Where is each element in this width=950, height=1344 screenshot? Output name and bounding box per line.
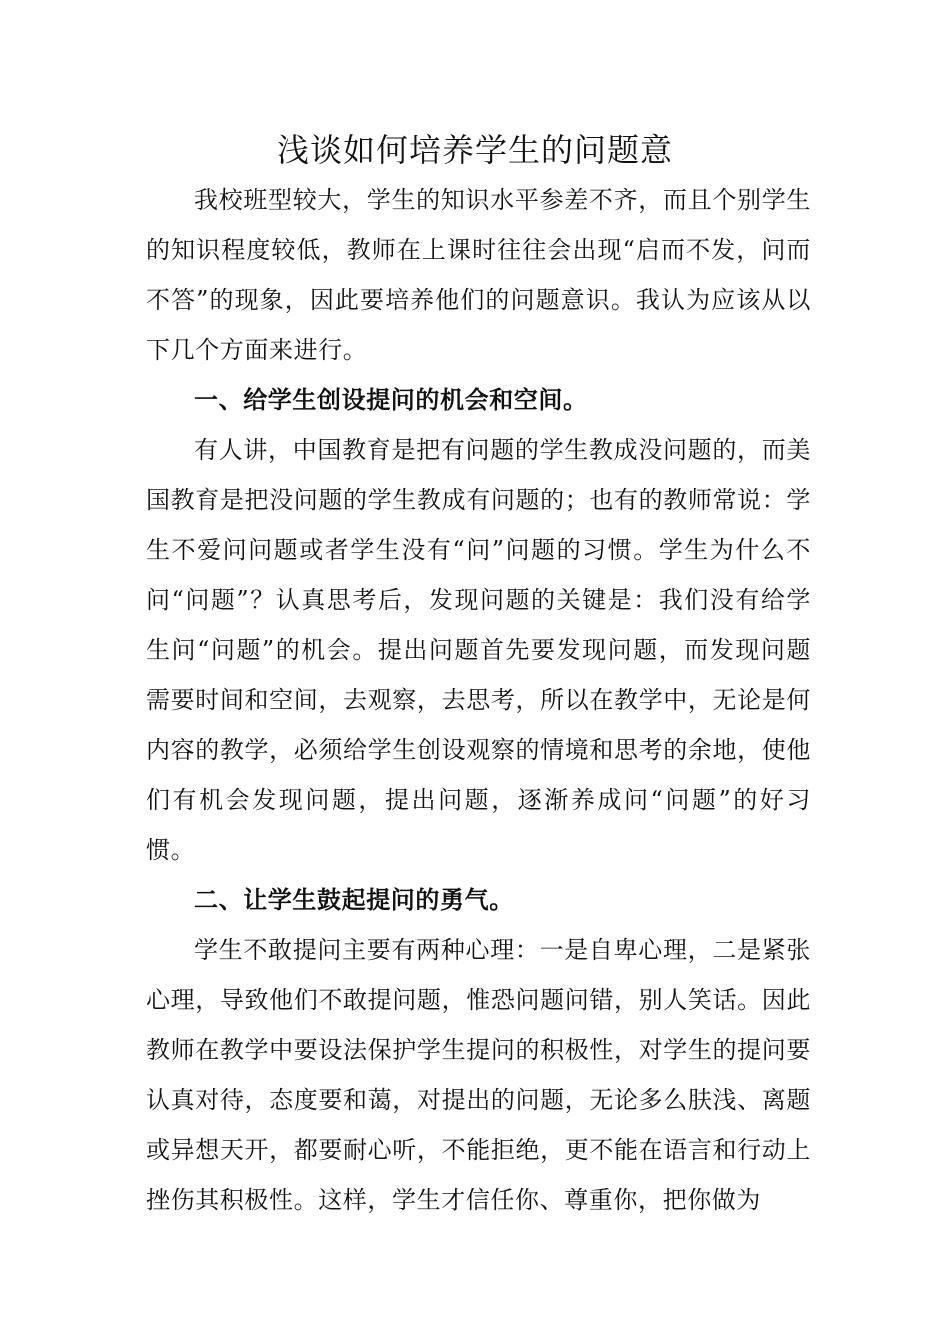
page-title: 浅谈如何培养学生的问题意 [276, 131, 673, 169]
section-2-heading: 二、让学生鼓起提问的勇气。 [194, 885, 514, 914]
section-1-heading: 一、给学生创设提问的机会和空间。 [194, 385, 588, 414]
section-2-paragraph: 学生不敢提问主要有两种心理：一是自卑心理，二是紧张心理，导致他们不敢提问题，惟恐问题问错，别人笑话。因此教师在教学中要设法保护学生提问的积极性，对学生的提问要认真对待，态度要和蔼，对提出的问题，无论多么肤浅、离题或异想天开，都要耐心听，不能拒绝，更不能在语言和行动上挫伤其积极性。这样，学生才信任你、尊重你，把你做为 [146, 936, 811, 1214]
document-body [146, 175, 811, 1225]
intro-paragraph: 我校班型较大，学生的知识水平参差不齐，而且个别学生的知识程度较低，教师在上课时往往会出现“启而不发，问而不答”的现象，因此要培养他们的问题意识。我认为应该从以下几个方面来进行。 [146, 186, 811, 364]
section-1-paragraph: 有人讲，中国教育是把有问题的学生教成没问题的，而美国教育是把没问题的学生教成有问题的；也有的教师常说：学生不爱问问题或者学生没有“问”问题的习惯。学生为什么不问“问题”？认真思考后，发现问题的关键是：我们没有给学生问“问题”的机会。提出问题首先要发现问题，而发现问题需要时间和空间，去观察，去思考，所以在教学中，无论是何内容的教学，必须给学生创设观察的情境和思考的余地，使他们有机会发现问题，提出问题，逐渐养成问“问题”的好习惯。 [146, 436, 811, 864]
